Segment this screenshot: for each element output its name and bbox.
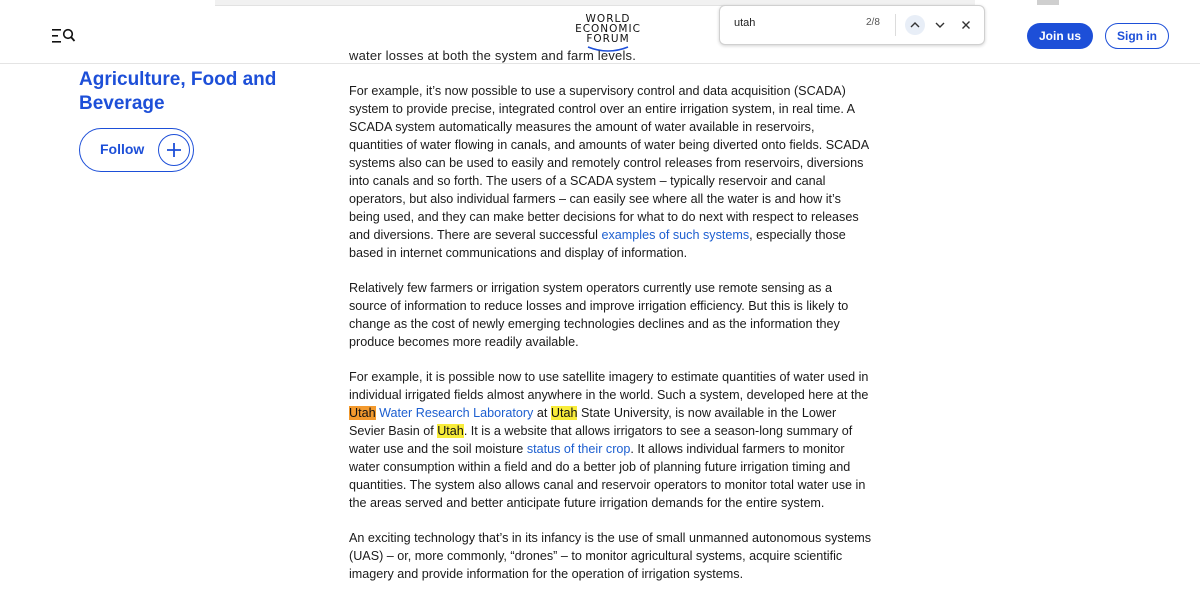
article-body: [349, 82, 871, 600]
logo-line-2: ECONOMIC: [575, 23, 641, 35]
clipped-text-line: water losses at both the system and farm levels.: [349, 48, 637, 63]
find-match: Utah: [437, 424, 464, 438]
find-match: Utah: [550, 406, 578, 420]
find-close-button[interactable]: [956, 15, 976, 35]
find-match-current: Utah: [349, 406, 376, 420]
examples-link[interactable]: examples of such systems: [601, 228, 750, 242]
vertical-scrollbar[interactable]: [1188, 64, 1200, 600]
topic-title-line-1: Agriculture, Food and: [79, 69, 277, 90]
menu-search-icon[interactable]: [52, 27, 76, 45]
chevron-up-icon: [910, 21, 920, 29]
follow-label: Follow: [100, 141, 145, 157]
find-match-count: 2/8: [866, 17, 880, 28]
crop-status-link[interactable]: status of their crop: [526, 442, 631, 456]
article-paragraph-1: For example, it’s now possible to use a supervisory control and data acquisition (SCADA) system to provide precise, integrated control over an entire irrigation system, in real time. A SCADA system automatically measures the amount of water available in reservoirs, quantities of water flowing in canals, and amounts of water being diverted onto fields. SCADA systems also can be used to easily and remotely control releases from reservoirs, diversions into canals and so forth. The users of a SCADA system – typically reservoir and canal operators, but also individual farmers – can easily see where all the water is and how it’s being used, and they can make better decisions for what to do next with respect to releases and diversions. There are several successful examples of such systems, especially those based in internet communications and display of information.: [349, 84, 869, 260]
sign-in-button[interactable]: Sign in: [1105, 23, 1169, 49]
article-paragraph-4: An exciting technology that’s in its infancy is the use of small unmanned autonomous systems (UAS) – or, more commonly, “drones” – to monitor agricultural systems, acquire scientific imagery and provide information for the operation of irrigation systems.: [349, 531, 871, 581]
join-us-button[interactable]: Join us: [1027, 23, 1093, 49]
topic-title[interactable]: [79, 68, 319, 116]
article-paragraph-3: For example, it is possible now to use satellite imagery to estimate quantities of water used in individual irrigated fields almost anywhere in the world. Such a system, developed here at the Utah Water Research Laboratory at Utah State University, is now available in the Lower Sevier Basin of Utah. It is a website that allows irrigators to see a season-long summary of water use and the soil moisture status of their crop. It allows individual farmers to monitor water consumption within a field and do a better job of planning future irrigation timing and quantities. The system also allows canal and reservoir operators to monitor total water use in the areas served and better anticipate future irrigation demands for the entire system.: [349, 370, 869, 510]
find-previous-button[interactable]: [905, 15, 925, 35]
topic-title-line-2: Beverage: [79, 93, 165, 114]
article-paragraph-2: Relatively few farmers or irrigation system operators currently use remote sensing as a source of information to reduce losses and improve irrigation efficiency. But this is likely to change as the cost of newly emerging technologies declines and as the information they produce becomes more readily available.: [349, 281, 849, 349]
find-in-page-bar: [719, 5, 985, 45]
find-next-button[interactable]: [930, 15, 950, 35]
scrollbar-thumb[interactable]: [1037, 0, 1059, 5]
find-divider: [895, 14, 896, 36]
follow-button[interactable]: [79, 128, 194, 172]
chevron-down-icon: [935, 21, 945, 29]
water-research-lab-link[interactable]: Water Research Laboratory: [375, 406, 534, 420]
logo-line-3: FORUM: [586, 33, 630, 45]
logo-line-1: WORLD: [585, 13, 631, 25]
find-input[interactable]: utah: [734, 17, 756, 29]
close-icon: [961, 20, 971, 30]
plus-icon: [158, 134, 190, 166]
